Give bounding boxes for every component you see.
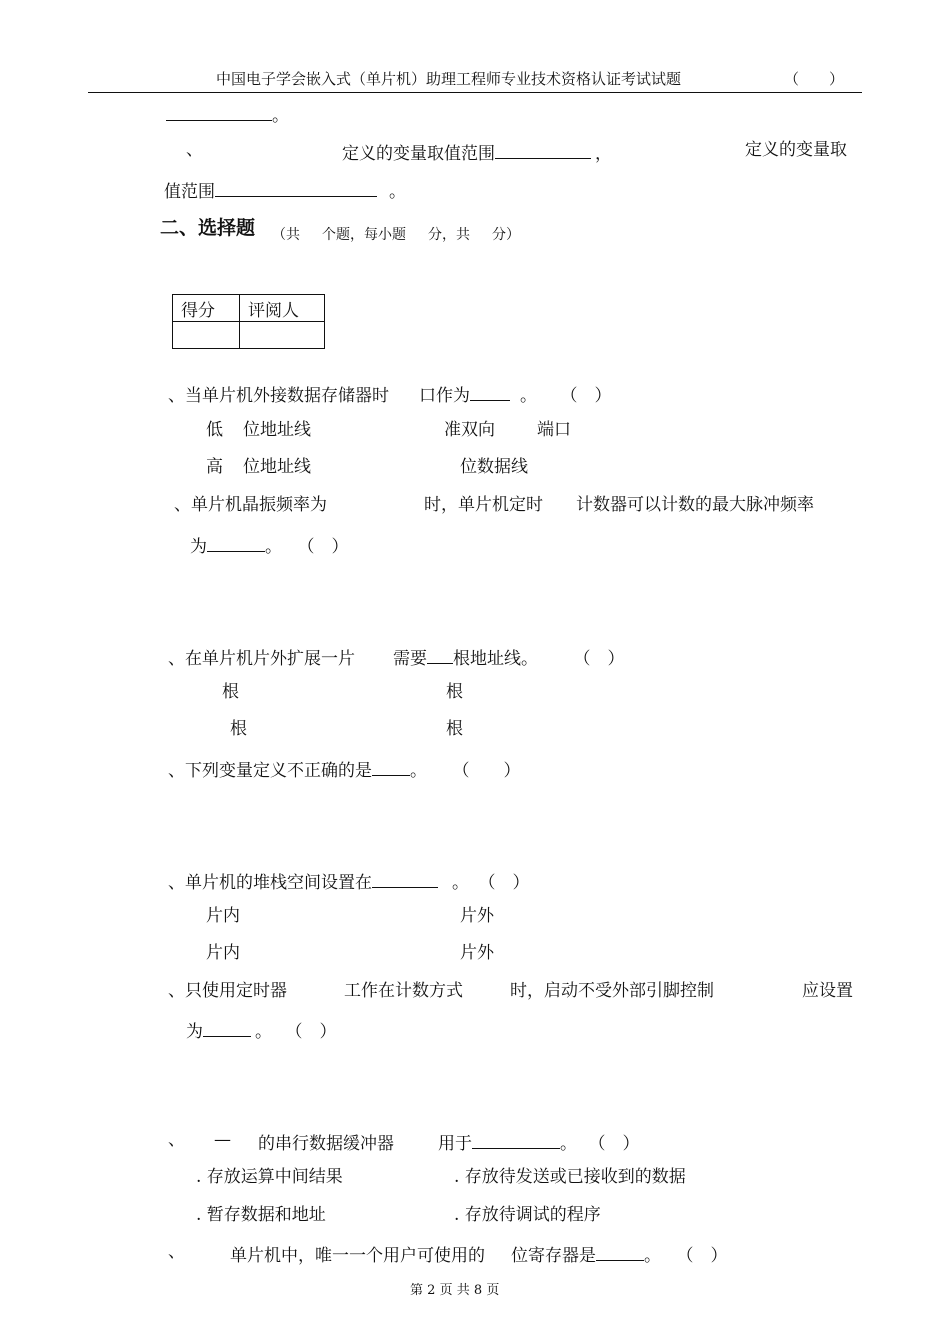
question-2-stem-c: 计数器可以计数的最大脉冲频率 [576, 495, 814, 515]
question-1-option-d[interactable]: 位数据线 [460, 457, 528, 477]
score-table [172, 294, 325, 349]
question-4-stem: 、下列变量定义不正确的是 。 （ ） [168, 761, 521, 781]
score-cell[interactable] [173, 322, 240, 349]
question-3-option-c[interactable]: 根 [230, 719, 247, 739]
question-5-stem: 、单片机的堆栈空间设置在 。 （ ） [168, 873, 530, 893]
reviewer-cell[interactable] [240, 322, 325, 349]
answer-blank[interactable] [207, 535, 265, 552]
question-6-stem-d: 应设置 [802, 981, 853, 1001]
question-1-option-b[interactable]: 准双向 端口 [444, 420, 571, 440]
exam-header-title: 中国电子学会嵌入式（单片机）助理工程师专业技术资格认证考试试题 [216, 70, 682, 88]
question-5-option-b[interactable]: 片外 [460, 906, 494, 926]
question-6-stem-c: 时，启动不受外部引脚控制 [510, 981, 714, 1001]
question-7-dash: — [214, 1130, 231, 1150]
question-3-option-a[interactable]: 根 [222, 682, 239, 702]
question-1-option-a[interactable]: 低 位地址线 [206, 420, 311, 440]
question-8-stem: 单片机中，唯一一个用户可使用的 位寄存器是 。 （ ） [230, 1246, 728, 1266]
answer-blank[interactable] [495, 142, 591, 159]
question-5-option-d[interactable]: 片外 [460, 943, 494, 963]
answer-blank[interactable] [215, 180, 377, 197]
answer-blank[interactable] [427, 647, 453, 664]
score-header: 得分 [173, 295, 240, 322]
question-6-stem-b: 工作在计数方式 [344, 981, 463, 1001]
question-3-stem: 、在单片机片外扩展一片 需要 根地址线。 （ ） [168, 649, 625, 669]
header-rule [88, 92, 862, 93]
answer-blank[interactable] [372, 759, 410, 776]
question-2-stem-b: 时，单片机定时 [424, 495, 543, 515]
answer-blank[interactable] [203, 1020, 251, 1037]
section-info: （共 个题，每小题 分，共 分） [272, 227, 520, 243]
question-3-option-d[interactable]: 根 [446, 719, 463, 739]
fill-question-text-b2: 值范围 。 [164, 182, 406, 202]
question-3-option-b[interactable]: 根 [446, 682, 463, 702]
question-5-option-c[interactable]: 片内 [206, 943, 240, 963]
page-footer: 第 2 页 共 8 页 [410, 1283, 500, 1298]
question-7-mark: 、 [168, 1130, 185, 1150]
question-7-option-a[interactable]: . 存放运算中间结果 [196, 1167, 343, 1187]
answer-blank[interactable] [472, 1132, 560, 1149]
fill-question-text-b: 定义的变量取 [745, 140, 847, 160]
fill-question-text: 定义的变量取值范围 ， [342, 144, 612, 164]
answer-blank[interactable] [372, 871, 438, 888]
exam-header-paren: （ ） [784, 70, 845, 88]
answer-blank[interactable] [166, 104, 272, 121]
question-6-stem-a: 、只使用定时器 [168, 981, 287, 1001]
question-7-option-b[interactable]: . 存放待发送或已接收到的数据 [454, 1167, 686, 1187]
question-1-option-c[interactable]: 高 位地址线 [206, 457, 311, 477]
question-6-stem-e: 为 。 （ ） [186, 1022, 337, 1042]
section-title: 二、选择题 [160, 217, 256, 239]
question-2-stem-d: 为 。 （ ） [190, 537, 349, 557]
reviewer-header: 评阅人 [240, 295, 325, 322]
question-8-mark: 、 [168, 1242, 185, 1262]
question-5-option-a[interactable]: 片内 [206, 906, 240, 926]
fill-blank-line: 。 [166, 104, 289, 125]
question-7-option-d[interactable]: . 存放待调试的程序 [454, 1205, 601, 1225]
question-1-stem: 、当单片机外接数据存储器时 口作为 。 （ ） [168, 386, 612, 406]
question-2-stem-a: 、单片机晶振频率为 [174, 495, 327, 515]
question-7-option-c[interactable]: . 暂存数据和地址 [196, 1205, 326, 1225]
fill-question-mark: 、 [186, 140, 203, 160]
question-7-stem: 的串行数据缓冲器 用于 。 （ ） [258, 1134, 640, 1154]
answer-blank[interactable] [596, 1244, 644, 1261]
answer-blank[interactable] [470, 384, 510, 401]
